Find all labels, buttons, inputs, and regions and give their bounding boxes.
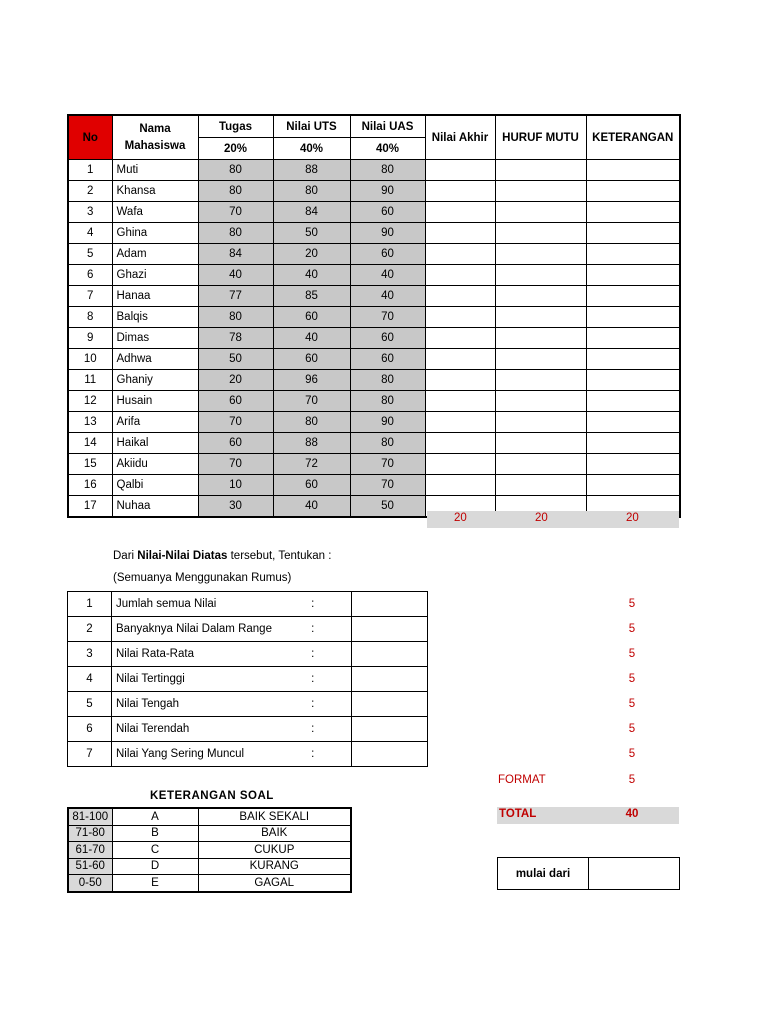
question-label: Nilai Tertinggi [112,667,275,692]
header-no[interactable]: No [68,115,112,160]
cell-uts[interactable]: 40 [273,496,350,518]
cell-uts[interactable]: 20 [273,244,350,265]
cell-uts[interactable]: 84 [273,202,350,223]
keterangan-range: 81-100 [68,808,112,825]
cell-no[interactable]: 7 [68,286,112,307]
keterangan-range: 61-70 [68,842,112,859]
keterangan-row [68,875,351,892]
cell-nama[interactable]: Husain [112,391,198,412]
cell-uas[interactable]: 50 [350,496,425,518]
keterangan-desc: KURANG [198,858,351,875]
cell-uts[interactable]: 60 [273,307,350,328]
cell-nilai-akhir[interactable] [425,412,495,433]
keterangan-desc: BAIK SEKALI [198,808,351,825]
cell-no[interactable]: 1 [68,160,112,181]
format-points: 5 [628,774,636,786]
cell-huruf-mutu[interactable] [495,328,586,349]
cell-uts[interactable]: 70 [273,391,350,412]
question-row [68,667,428,692]
cell-huruf-mutu[interactable] [495,181,586,202]
cell-uas[interactable]: 60 [350,349,425,370]
cell-keterangan[interactable] [586,433,680,454]
table-row [68,349,680,370]
cell-nama[interactable]: Adam [112,244,198,265]
table-row [68,265,680,286]
mulai-dari-input[interactable] [589,858,680,890]
cell-nilai-akhir[interactable] [425,244,495,265]
cell-nama[interactable]: Hanaa [112,286,198,307]
table-row [68,412,680,433]
points-nilai-akhir: 20 [454,512,467,524]
keterangan-range: 71-80 [68,825,112,842]
table-row [68,307,680,328]
cell-nilai-akhir[interactable] [425,475,495,496]
question-answer-cell[interactable] [352,742,428,767]
cell-nama[interactable]: Balqis [112,307,198,328]
keterangan-row [68,858,351,875]
cell-uts[interactable]: 40 [273,328,350,349]
keterangan-grade: C [112,842,198,859]
cell-nilai-akhir[interactable] [425,265,495,286]
cell-uas[interactable]: 70 [350,475,425,496]
cell-huruf-mutu[interactable] [495,265,586,286]
keterangan-desc: GAGAL [198,875,351,892]
header-uas-pct[interactable]: 40% [350,138,425,160]
cell-huruf-mutu[interactable] [495,433,586,454]
cell-tugas[interactable]: 77 [198,286,273,307]
cell-keterangan[interactable] [586,328,680,349]
table-row [68,454,680,475]
question-answer-cell[interactable] [352,692,428,717]
cell-uas[interactable]: 60 [350,328,425,349]
question-label: Nilai Rata-Rata [112,642,275,667]
header-uts-pct[interactable]: 40% [273,138,350,160]
question-label: Nilai Tengah [112,692,275,717]
cell-huruf-mutu[interactable] [495,223,586,244]
cell-nama[interactable]: Akiidu [112,454,198,475]
cell-uts[interactable]: 96 [273,370,350,391]
cell-no[interactable]: 13 [68,412,112,433]
question-colon: : [275,717,352,742]
cell-no[interactable]: 6 [68,265,112,286]
cell-no[interactable]: 17 [68,496,112,518]
cell-uts[interactable]: 50 [273,223,350,244]
cell-no[interactable]: 5 [68,244,112,265]
cell-uas[interactable]: 40 [350,286,425,307]
keterangan-range: 51-60 [68,858,112,875]
mulai-dari-box [497,857,680,890]
question-no: 1 [68,592,112,617]
header-tugas-pct[interactable]: 20% [198,138,273,160]
cell-uts[interactable]: 40 [273,265,350,286]
cell-nilai-akhir[interactable] [425,328,495,349]
keterangan-row [68,842,351,859]
cell-uts[interactable]: 80 [273,181,350,202]
instruction-bold: Nilai-Nilai Diatas [137,550,228,562]
question-colon: : [275,592,352,617]
cell-no[interactable]: 14 [68,433,112,454]
cell-nilai-akhir[interactable] [425,391,495,412]
cell-tugas[interactable]: 84 [198,244,273,265]
header-uts[interactable]: Nilai UTS [273,115,350,138]
question-no: 5 [68,692,112,717]
cell-uas[interactable]: 80 [350,370,425,391]
cell-uts[interactable]: 60 [273,349,350,370]
question-colon: : [275,742,352,767]
cell-tugas[interactable]: 10 [198,475,273,496]
instruction-line-1: Dari Nilai-Nilai Diatas tersebut, Tentukan : [113,550,332,562]
question-points: 5 [628,698,636,710]
total-label: TOTAL [499,808,537,820]
cell-huruf-mutu[interactable] [495,160,586,181]
keterangan-range: 0-50 [68,875,112,892]
header-nama[interactable]: Nama Mahasiswa [112,115,198,160]
question-row [68,692,428,717]
cell-nama[interactable]: Nuhaa [112,496,198,518]
cell-tugas[interactable]: 80 [198,223,273,244]
question-colon: : [275,667,352,692]
cell-huruf-mutu[interactable] [495,244,586,265]
question-points: 5 [628,598,636,610]
cell-uts[interactable]: 85 [273,286,350,307]
question-answer-cell[interactable] [352,617,428,642]
table-row [68,475,680,496]
table-row [68,370,680,391]
cell-no[interactable]: 2 [68,181,112,202]
header-uas[interactable]: Nilai UAS [350,115,425,138]
question-answer-cell[interactable] [352,717,428,742]
cell-uas[interactable]: 60 [350,202,425,223]
question-no: 7 [68,742,112,767]
question-no: 6 [68,717,112,742]
cell-keterangan[interactable] [586,160,680,181]
cell-tugas[interactable]: 60 [198,391,273,412]
cell-uts[interactable]: 88 [273,433,350,454]
cell-no[interactable]: 3 [68,202,112,223]
question-colon: : [275,692,352,717]
question-points: 5 [628,673,636,685]
cell-keterangan[interactable] [586,181,680,202]
cell-keterangan[interactable] [586,286,680,307]
cell-huruf-mutu[interactable] [495,391,586,412]
cell-no[interactable]: 9 [68,328,112,349]
header-keterangan[interactable]: KETERANGAN [586,115,680,160]
cell-nilai-akhir[interactable] [425,181,495,202]
table-row [68,181,680,202]
cell-keterangan[interactable] [586,475,680,496]
cell-huruf-mutu[interactable] [495,475,586,496]
cell-nama[interactable]: Ghaniy [112,370,198,391]
cell-tugas[interactable]: 50 [198,349,273,370]
question-row [68,742,428,767]
cell-uas[interactable]: 80 [350,160,425,181]
question-answer-cell[interactable] [352,592,428,617]
cell-tugas[interactable]: 80 [198,160,273,181]
cell-no[interactable]: 8 [68,307,112,328]
question-no: 3 [68,642,112,667]
cell-nama[interactable]: Khansa [112,181,198,202]
cell-keterangan[interactable] [586,307,680,328]
cell-nama[interactable]: Ghazi [112,265,198,286]
question-points: 5 [628,623,636,635]
cell-keterangan[interactable] [586,391,680,412]
question-label: Jumlah semua Nilai [112,592,275,617]
grades-table [67,114,681,518]
keterangan-desc: BAIK [198,825,351,842]
cell-nilai-akhir[interactable] [425,454,495,475]
cell-huruf-mutu[interactable] [495,370,586,391]
cell-tugas[interactable]: 70 [198,412,273,433]
cell-nama[interactable]: Haikal [112,433,198,454]
keterangan-grade: B [112,825,198,842]
question-answer-cell[interactable] [352,642,428,667]
cell-nama[interactable]: Arifa [112,412,198,433]
table-row [68,244,680,265]
cell-uas[interactable]: 90 [350,223,425,244]
cell-tugas[interactable]: 20 [198,370,273,391]
cell-huruf-mutu[interactable] [495,286,586,307]
keterangan-title: KETERANGAN SOAL [150,790,274,802]
question-row [68,592,428,617]
cell-uas[interactable]: 70 [350,454,425,475]
cell-nilai-akhir[interactable] [425,286,495,307]
question-no: 2 [68,617,112,642]
cell-no[interactable]: 10 [68,349,112,370]
cell-no[interactable]: 15 [68,454,112,475]
cell-nilai-akhir[interactable] [425,223,495,244]
question-points: 5 [628,723,636,735]
cell-nama[interactable]: Ghina [112,223,198,244]
cell-nilai-akhir[interactable] [425,349,495,370]
table-row [68,328,680,349]
table-row [68,202,680,223]
cell-huruf-mutu[interactable] [495,202,586,223]
cell-uas[interactable]: 80 [350,391,425,412]
cell-no[interactable]: 16 [68,475,112,496]
header-tugas[interactable]: Tugas [198,115,273,138]
cell-uts[interactable]: 88 [273,160,350,181]
cell-huruf-mutu[interactable] [495,454,586,475]
cell-tugas[interactable]: 40 [198,265,273,286]
cell-tugas[interactable]: 70 [198,202,273,223]
cell-tugas[interactable]: 80 [198,307,273,328]
question-points: 5 [628,748,636,760]
points-keterangan: 20 [626,512,639,524]
cell-nama[interactable]: Dimas [112,328,198,349]
cell-huruf-mutu[interactable] [495,307,586,328]
cell-nama[interactable]: Wafa [112,202,198,223]
header-huruf-mutu[interactable]: HURUF MUTU [495,115,586,160]
cell-tugas[interactable]: 80 [198,181,273,202]
cell-no[interactable]: 12 [68,391,112,412]
keterangan-desc: CUKUP [198,842,351,859]
mulai-dari-label: mulai dari [498,858,589,890]
cell-no[interactable]: 4 [68,223,112,244]
cell-uts[interactable]: 72 [273,454,350,475]
keterangan-row [68,808,351,825]
cell-tugas[interactable]: 30 [198,496,273,518]
cell-keterangan[interactable] [586,349,680,370]
cell-uts[interactable]: 80 [273,412,350,433]
cell-tugas[interactable]: 70 [198,454,273,475]
cell-tugas[interactable]: 78 [198,328,273,349]
question-label: Nilai Terendah [112,717,275,742]
cell-nilai-akhir[interactable] [425,160,495,181]
cell-tugas[interactable]: 60 [198,433,273,454]
table-row [68,286,680,307]
question-colon: : [275,617,352,642]
cell-nilai-akhir[interactable] [425,433,495,454]
cell-nama[interactable]: Adhwa [112,349,198,370]
question-row [68,617,428,642]
cell-keterangan[interactable] [586,370,680,391]
cell-uas[interactable]: 40 [350,265,425,286]
table-row [68,391,680,412]
cell-nilai-akhir[interactable] [425,202,495,223]
points-row [427,511,679,528]
cell-uas[interactable]: 60 [350,244,425,265]
cell-no[interactable]: 11 [68,370,112,391]
cell-keterangan[interactable] [586,202,680,223]
format-label: FORMAT [498,774,546,786]
cell-nama[interactable]: Muti [112,160,198,181]
questions-table [67,591,428,767]
cell-nilai-akhir[interactable] [425,307,495,328]
cell-keterangan[interactable] [586,223,680,244]
question-row [68,717,428,742]
table-row [68,160,680,181]
cell-keterangan[interactable] [586,244,680,265]
cell-huruf-mutu[interactable] [495,349,586,370]
table-row [68,433,680,454]
question-no: 4 [68,667,112,692]
keterangan-row [68,825,351,842]
instruction-line-2: (Semuanya Menggunakan Rumus) [113,572,292,584]
keterangan-grade: E [112,875,198,892]
question-answer-cell[interactable] [352,667,428,692]
question-label: Banyaknya Nilai Dalam Range [112,617,275,642]
cell-keterangan[interactable] [586,412,680,433]
cell-uas[interactable]: 90 [350,181,425,202]
cell-uts[interactable]: 60 [273,475,350,496]
total-points: 40 [625,808,639,820]
table-row [68,223,680,244]
cell-uas[interactable]: 90 [350,412,425,433]
question-label: Nilai Yang Sering Muncul [112,742,275,767]
cell-keterangan[interactable] [586,265,680,286]
keterangan-grade: A [112,808,198,825]
cell-nama[interactable]: Qalbi [112,475,198,496]
question-points: 5 [628,648,636,660]
header-nilai-akhir[interactable]: Nilai Akhir [425,115,495,160]
cell-nilai-akhir[interactable] [425,370,495,391]
cell-huruf-mutu[interactable] [495,412,586,433]
cell-keterangan[interactable] [586,454,680,475]
cell-uas[interactable]: 70 [350,307,425,328]
question-colon: : [275,642,352,667]
cell-uas[interactable]: 80 [350,433,425,454]
question-row [68,642,428,667]
keterangan-grade: D [112,858,198,875]
keterangan-table [67,807,352,893]
points-huruf-mutu: 20 [535,512,548,524]
